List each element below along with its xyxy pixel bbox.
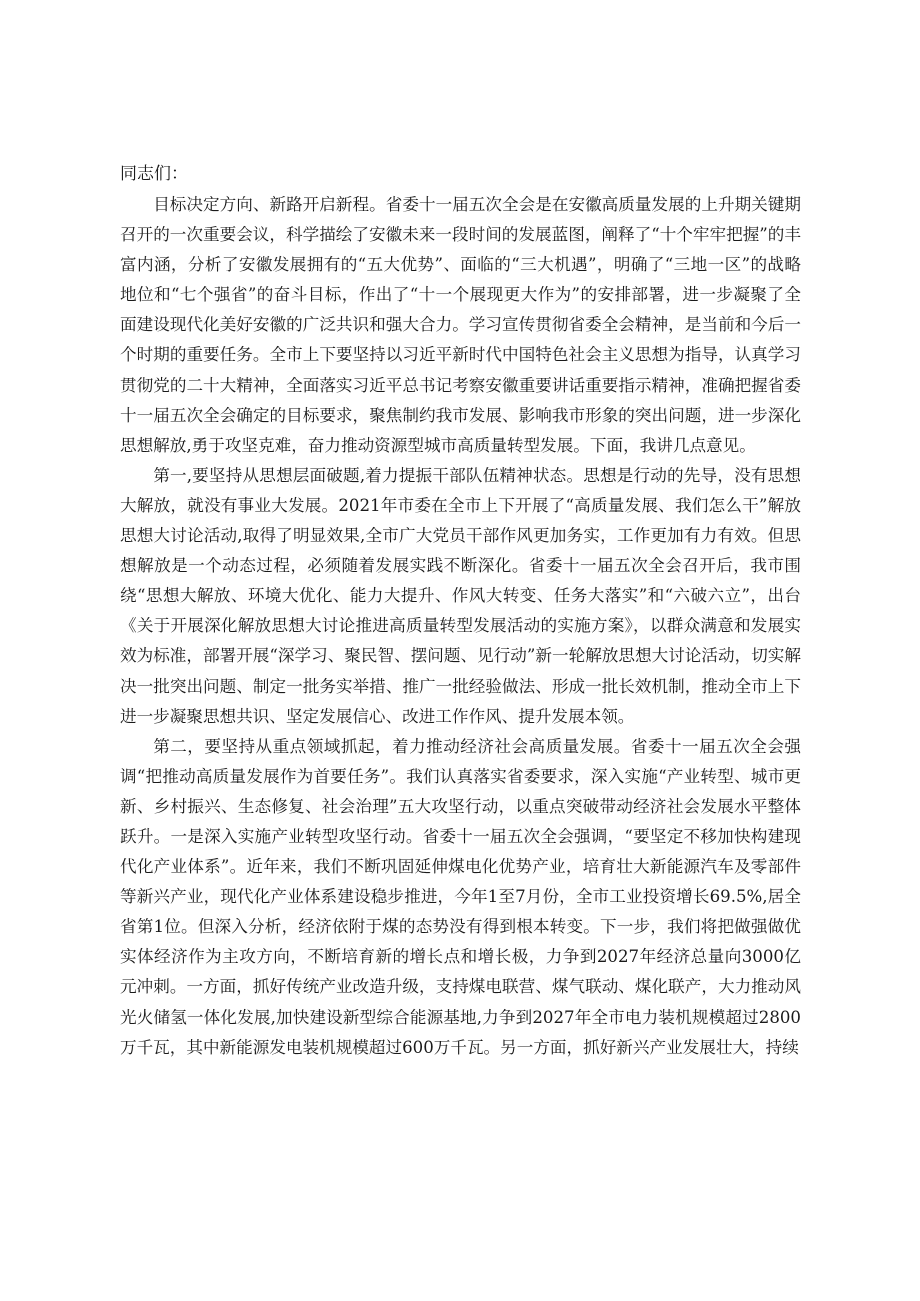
paragraph-point-one: 第一,要坚持从思想层面破题,着力提振干部队伍精神状态。思想是行动的先导，没有思想大解放，就没有事业大发展。2021年市委在全市上下开展了“高质量发展、我们怎么干”解放思想大讨论活动,取得了明显效果,全市广大党员干部作风更加务实，工作更加有力有效。但思想解放是一个动态过程，必须随着发展实践不断深化。省委十一届五次全会召开后，我市围绕“思想大解放、环境大优化、能力大提升、作风大转变、任务大落实”和“六破六立”，出台《关于开展深化解放思想大讨论推进高质量转型发展活动的实施方案》，以群众满意和发展实效为标准，部署开展“深学习、聚民智、摆问题、见行动”新一轮解放思想大讨论活动，切实解决一批突出问题、制定一批务实举措、推广一批经验做法、形成一批长效机制，推动全市上下进一步凝聚思想共识、坚定发展信心、改进工作作风、提升发展本领。 [120, 465, 801, 726]
paragraph-intro: 目标决定方向、新路开启新程。省委十一届五次全会是在安徽高质量发展的上升期关键期召开的一次重要会议，科学描绘了安徽未来一段时间的发展蓝图，阐释了“十个牢牢把握”的丰富内涵，分析了安徽发展拥有的“五大优势”、面临的“三大机遇”，明确了“三地一区”的战略地位和“七个强省”的奋斗目标，作出了“十一个展现更大作为”的安排部署，进一步凝聚了全面建设现代化美好安徽的广泛共识和强大合力。学习宣传贯彻省委全会精神，是当前和今后一个时期的重要任务。全市上下要坚持以习近平新时代中国特色社会主义思想为指导，认真学习贯彻党的二十大精神，全面落实习近平总书记考察安徽重要讲话重要指示精神，准确把握省委十一届五次全会确定的目标要求，聚焦制约我市发展、影响我市形象的突出问题，进一步深化思想解放,勇于攻坚克难，奋力推动资源型城市高质量转型发展。下面，我讲几点意见。 [120, 195, 801, 455]
paragraph-point-two: 第二，要坚持从重点领域抓起，着力推动经济社会高质量发展。省委十一届五次全会强调“把推动高质量发展作为首要任务”。我们认真落实省委要求，深入实施“产业转型、城市更新、乡村振兴、生态修复、社会治理”五大攻坚行动，以重点突破带动经济社会发展水平整体跃升。一是深入实施产业转型攻坚行动。省委十一届五次全会强调，“要坚定不移加快构建现代化产业体系”。近年来，我们不断巩固延伸煤电化优势产业，培育壮大新能源汽车及零部件等新兴产业，现代化产业体系建设稳步推进，今年1至7月份，全市工业投资增长69.5%,居全省第1位。但深入分析，经济依附于煤的态势没有得到根本转变。下一步，我们将把做强做优实体经济作为主攻方向，不断培育新的增长点和增长极，力争到2027年经济总量向3000亿元冲刺。一方面，抓好传统产业改造升级，支持煤电联营、煤气联动、煤化联产，大力推动风光火储氢一体化发展,加快建设新型综合能源基地,力争到2027年全市电力装机规模超过2800万千瓦，其中新能源发电装机规模超过600万千瓦。另一方面，抓好新兴产业发展壮大，持续 [120, 736, 801, 1057]
document-body [120, 160, 801, 1063]
salutation: 同志们： [120, 164, 188, 184]
